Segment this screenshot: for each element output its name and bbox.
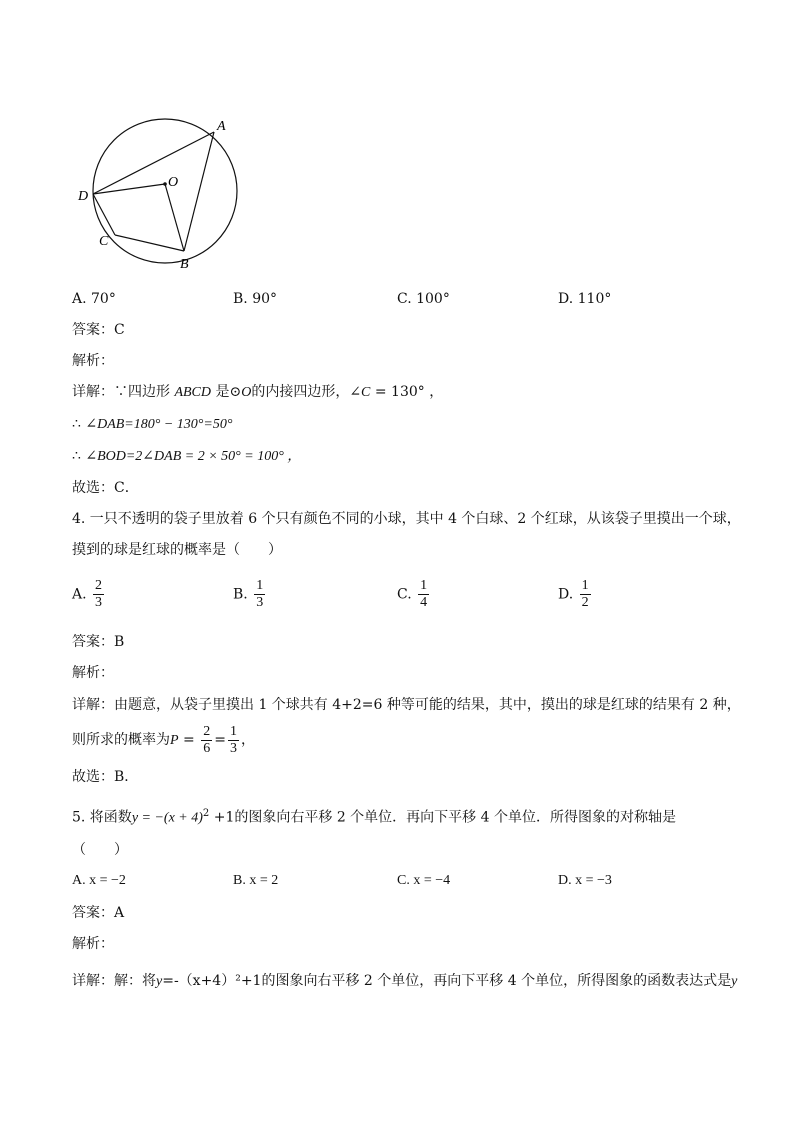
q5-answer: 答案：A: [72, 905, 125, 921]
q5-option-c: C. x = −4: [397, 873, 451, 888]
q4-option-c: [397, 578, 431, 611]
q3-detail-prefix: 详解：: [72, 384, 114, 400]
q5-detail-end: y: [731, 974, 738, 989]
numerator: 1: [256, 578, 264, 593]
denominator: 3: [256, 595, 264, 610]
q3-detail-t4: = 130° ，: [370, 384, 444, 400]
q5-stem-pre: 5. 将函数: [72, 809, 132, 826]
label-o: O: [168, 175, 179, 190]
q4-answer: 答案：B: [72, 634, 125, 650]
label-b: B: [180, 257, 189, 272]
segment-da: [93, 132, 214, 194]
because-symbol: ∵: [114, 384, 128, 400]
q4-option-a-fraction: [93, 578, 104, 611]
q4-option-b: [233, 578, 267, 611]
q3-option-a: A. 70°: [72, 291, 116, 307]
q4-analysis-label: 解析：: [72, 665, 114, 681]
q4-detail-fraction-1: [201, 724, 212, 757]
q3-step1-expr: ∠DAB=180° − 130°=50°: [85, 417, 233, 432]
q3-analysis-label: 解析：: [72, 353, 114, 369]
q3-option-d: D. 110°: [558, 291, 612, 307]
denominator: 3: [95, 595, 103, 610]
q4-stem-line1: 4. 一只不透明的袋子里放着 6 个只有颜色不同的小球，其中 4 个白球、2 个红球，从该袋子里摸出一个球，: [72, 511, 741, 527]
q4-option-d-fraction: [580, 578, 591, 611]
q3-detail-t1: 四边形: [128, 384, 170, 400]
q3-option-c: C. 100°: [397, 291, 450, 307]
q4-stem-line2: 摸到的球是红球的概率是（ ）: [72, 542, 282, 558]
q5-stem-exponent: 2: [202, 808, 210, 819]
label-c: C: [99, 234, 109, 249]
q3-conclusion: 故选：C．: [72, 480, 139, 496]
segment-ab: [184, 132, 214, 251]
label-d: D: [78, 189, 89, 204]
q4-detail-line1: 详解：由题意，从袋子里摸出 1 个球共有 4+2=6 种等可能的结果，其中，摸出的球是红球的结果有 2 种，: [72, 697, 741, 713]
q5-stem-post: +1的图象向右平移 2 个单位．再向下平移 4 个单位．所得图象的对称轴是: [209, 809, 676, 826]
q4-option-b-fraction: [254, 578, 265, 611]
denominator: 4: [420, 595, 428, 610]
q4-option-d-label: D.: [558, 586, 574, 603]
numerator: 2: [95, 578, 103, 593]
q5-detail-pre: 详解：解：将: [72, 973, 156, 989]
q4-detail-end: ，: [240, 732, 255, 748]
circle-symbol: ⊙: [229, 384, 242, 400]
q4-option-d: [558, 578, 593, 611]
q3-step1: [72, 414, 232, 435]
q4-detail-text: 则所求的概率为: [72, 732, 170, 748]
denominator: 2: [581, 595, 589, 610]
numerator: 2: [203, 723, 211, 739]
q5-stem-line1: [72, 804, 676, 829]
q5-analysis-label: 解析：: [72, 936, 114, 952]
label-a: A: [217, 119, 226, 134]
q3-detail-abcd: ABCD: [174, 385, 212, 400]
q4-detail-fraction-2: [228, 724, 239, 757]
q5-detail-func: =-（x+4）²+1的图象向右平移 2 个单位，再向下平移 4 个单位，所得图象的函数表达式是: [162, 973, 732, 989]
q3-detail-t3: 的内接四边形，: [251, 384, 350, 400]
q3-detail-o: O: [241, 385, 252, 400]
q3-step2: [72, 446, 301, 467]
denominator: 6: [203, 740, 211, 756]
q5-detail: [72, 971, 737, 992]
q3-option-b: B. 90°: [233, 291, 278, 307]
q3-answer: 答案：C: [72, 322, 125, 338]
segment-bc: [115, 235, 184, 251]
q4-option-a-label: A.: [72, 586, 87, 603]
therefore-symbol-2: ∴: [72, 448, 86, 464]
q4-option-c-label: C.: [397, 586, 412, 603]
q4-option-a: [72, 578, 106, 611]
q3-step2-expr: ∠BOD=2∠DAB = 2 × 50° = 100° ，: [85, 449, 302, 464]
q5-stem-func: y = −(x + 4): [131, 810, 203, 826]
therefore-symbol: ∴: [72, 416, 86, 432]
numerator: 1: [229, 723, 237, 739]
q5-option-b: B. x = 2: [233, 873, 279, 888]
segment-ob: [165, 184, 184, 251]
q3-detail-angle-c: ∠C: [349, 385, 371, 400]
center-dot: [163, 182, 167, 186]
q4-option-b-label: B.: [233, 586, 248, 603]
q5-option-d: D. x = −3: [558, 873, 612, 888]
q3-detail-t2: 是: [215, 384, 230, 400]
q4-detail-eq2: =: [214, 732, 226, 748]
circle-diagram: [72, 108, 252, 278]
q5-detail-y: y: [156, 974, 163, 989]
q4-option-c-fraction: [418, 578, 429, 611]
q5-stem-line2: （ ）: [72, 842, 128, 858]
q4-conclusion: 故选：B．: [72, 769, 139, 785]
q3-detail: [72, 382, 443, 403]
q4-detail-eq1: =: [178, 732, 200, 748]
denominator: 3: [229, 740, 237, 756]
numerator: 1: [581, 578, 589, 593]
numerator: 1: [420, 578, 428, 593]
q4-detail-line2: [72, 722, 255, 759]
q4-detail-p: P: [170, 733, 179, 748]
q5-option-a: A. x = −2: [72, 873, 126, 888]
